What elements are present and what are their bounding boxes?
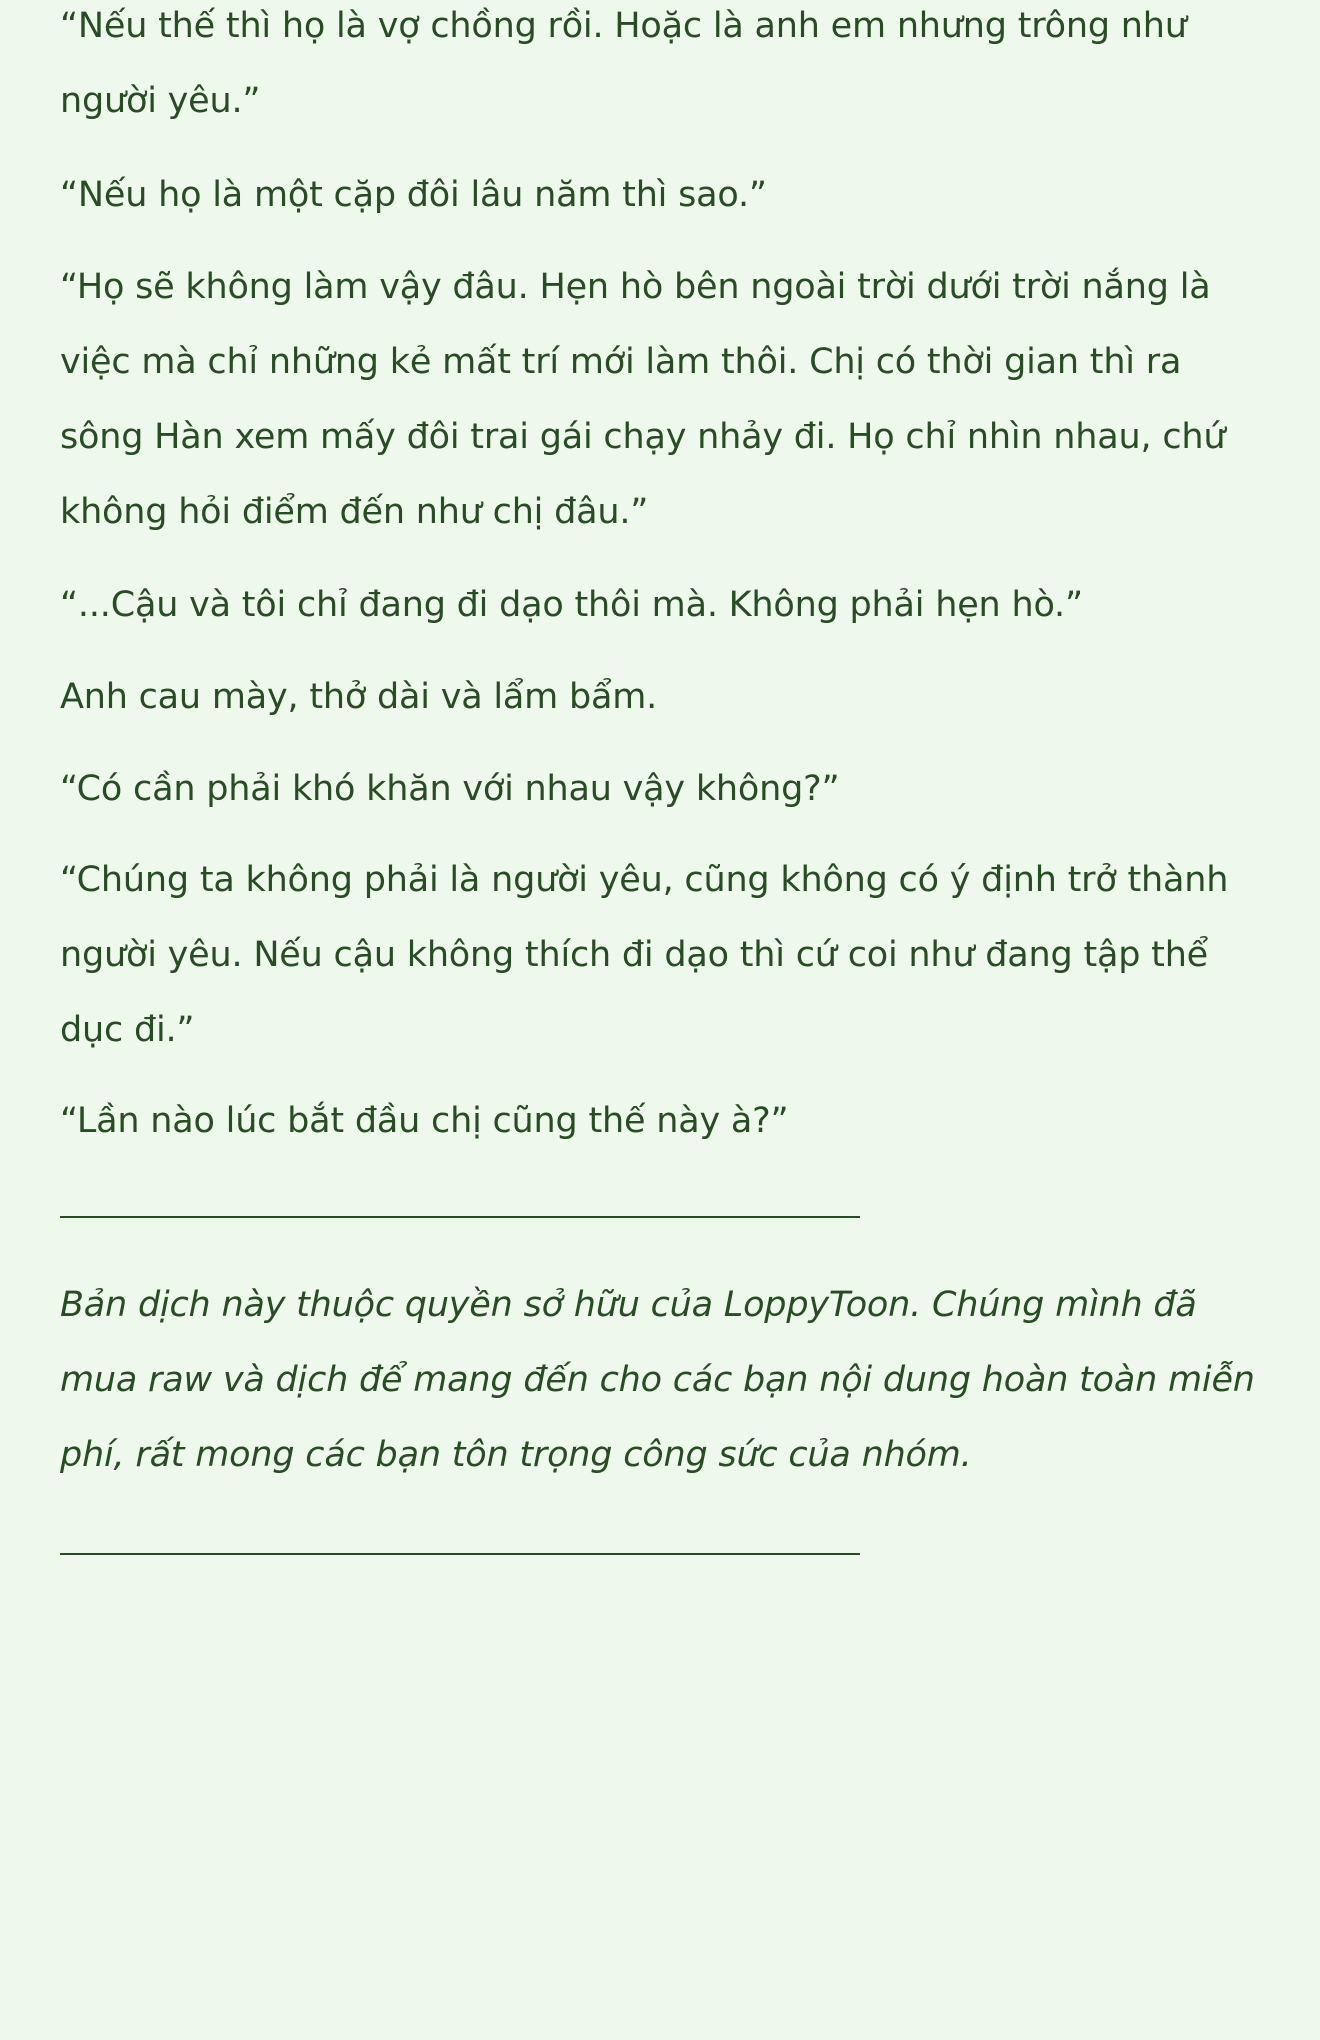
paragraph: “Chúng ta không phải là người yêu, cũng không có ý định trở thành người yêu. Nếu cậu không thích đi dạo thì cứ coi như đang tập thể dục đi.”	[60, 860, 1229, 1050]
translation-note: Bản dịch này thuộc quyền sở hữu của LoppyToon. Chúng mình đã mua raw và dịch để mang đến cho các bạn nội dung hoàn toàn miễn phí, rất mong các bạn tôn trọng công sức của nhóm.	[60, 1285, 1255, 1475]
divider-bottom	[60, 1553, 860, 1555]
paragraph: “...Cậu và tôi chỉ đang đi dạo thôi mà. Không phải hẹn hò.”	[60, 585, 1083, 625]
paragraph: “Lần nào lúc bắt đầu chị cũng thế này à?”	[60, 1101, 789, 1141]
paragraph: “Nếu họ là một cặp đôi lâu năm thì sao.”	[60, 175, 767, 215]
divider-top	[60, 1216, 860, 1218]
paragraph: “Nếu thế thì họ là vợ chồng rồi. Hoặc là anh em nhưng trông như người yêu.”	[60, 6, 1187, 121]
paragraph: “Họ sẽ không làm vậy đâu. Hẹn hò bên ngoài trời dưới trời nắng là việc mà chỉ những kẻ mất trí mới làm thôi. Chị có thời gian thì ra sông Hàn xem mấy đôi trai gái chạy nhảy đi. Họ chỉ nhìn nhau, chứ không hỏi điểm đến như chị đâu.”	[60, 267, 1226, 532]
paragraph: Anh cau mày, thở dài và lẩm bẩm.	[60, 677, 658, 717]
paragraph: “Có cần phải khó khăn với nhau vậy không?”	[60, 769, 840, 809]
